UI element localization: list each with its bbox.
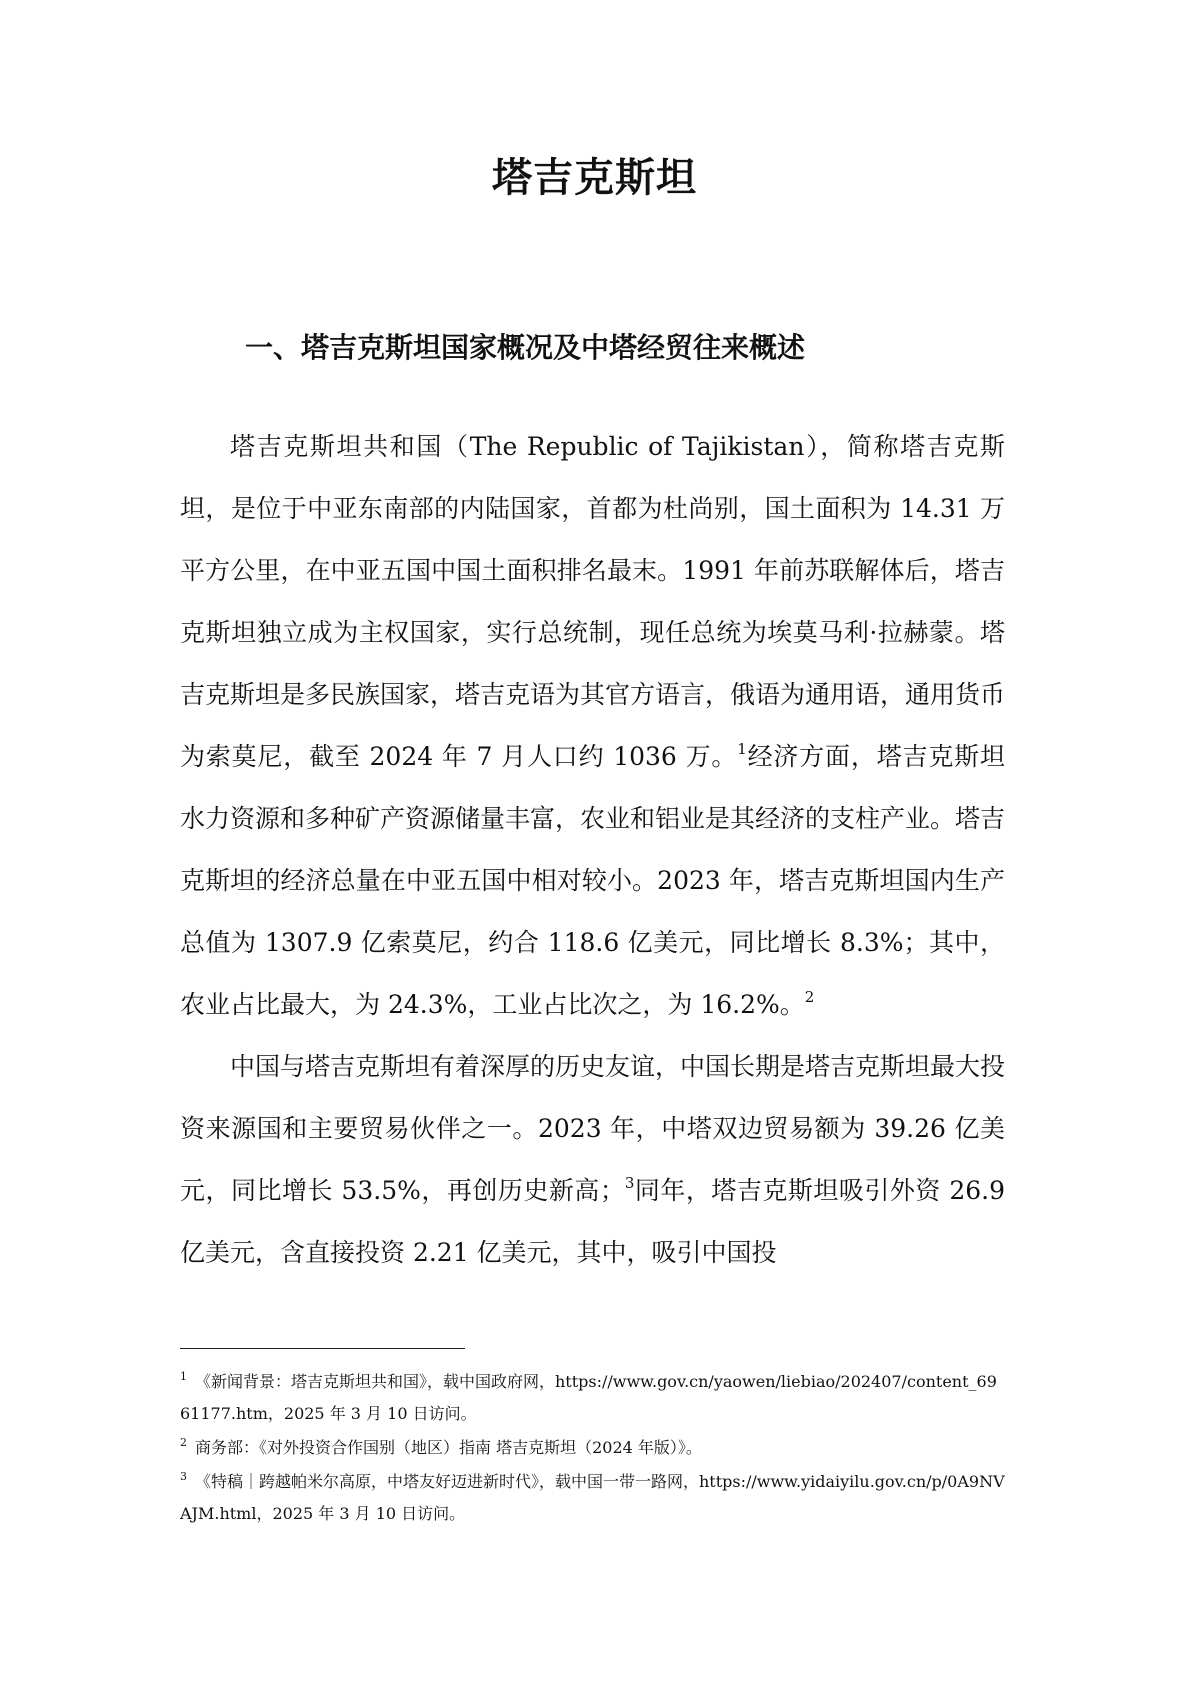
footnote-3	[180, 1466, 1005, 1530]
footnote-number: 2	[180, 1436, 187, 1449]
paragraph-1	[180, 416, 1005, 1036]
footnote-number: 3	[180, 1470, 187, 1483]
footnote-text: 商务部：《对外投资合作国别（地区）指南 塔吉克斯坦（2024 年版）》。	[195, 1438, 702, 1457]
footnote-divider	[180, 1348, 465, 1349]
paragraph-2-part-2: 同年，塔吉克斯坦吸引外资 26.9 亿美元，含直接投资 2.21 亿美元，其中，吸引中国投	[180, 1176, 1005, 1267]
footnotes	[180, 1366, 1005, 1532]
section-heading: 一、塔吉克斯坦国家概况及中塔经贸往来概述	[245, 331, 806, 364]
footnote-1	[180, 1366, 1005, 1430]
page-title: 塔吉克斯坦	[492, 155, 697, 201]
footnote-ref-1[interactable]: 1	[737, 740, 747, 758]
footnote-text: 《新闻背景：塔吉克斯坦共和国》，载中国政府网，https://www.gov.cn/yaowen/liebiao/202407/content_6961177.htm，2025 年 3 月 10 日访问。	[180, 1372, 997, 1423]
footnote-ref-2[interactable]: 2	[804, 988, 815, 1006]
body-text	[180, 416, 1005, 1284]
footnote-number: 1	[180, 1370, 187, 1383]
footnote-ref-3[interactable]: 3	[624, 1174, 635, 1192]
footnote-text: 《特稿｜跨越帕米尔高原，中塔友好迈进新时代》，载中国一带一路网，https://www.yidaiyilu.gov.cn/p/0A9NVAJM.html，2025 年 3 月 10 日访问。	[180, 1472, 1005, 1523]
paragraph-2	[180, 1036, 1005, 1284]
paragraph-2-part-1: 中国与塔吉克斯坦有着深厚的历史友谊，中国长期是塔吉克斯坦最大投资来源国和主要贸易伙伴之一。2023 年，中塔双边贸易额为 39.26 亿美元，同比增长 53.5%，再创历史新高；	[180, 1052, 1006, 1205]
paragraph-1-part-1: 塔吉克斯坦共和国（The Republic of Tajikistan），简称塔吉克斯坦，是位于中亚东南部的内陆国家，首都为杜尚别，国土面积为 14.31 万平方公里，在中亚五国中国土面积排名最末。1991 年前苏联解体后，塔吉克斯坦独立成为主权国家，实行总统制，现任总统为埃莫马利·拉赫蒙。塔吉克斯坦是多民族国家，塔吉克语为其官方语言，俄语为通用语，通用货币为索莫尼，截至 2024 年 7 月人口约 1036 万。	[180, 432, 1006, 771]
paragraph-1-part-2: 经济方面，塔吉克斯坦水力资源和多种矿产资源储量丰富，农业和铝业是其经济的支柱产业。塔吉克斯坦的经济总量在中亚五国中相对较小。2023 年，塔吉克斯坦国内生产总值为 1307.9 亿索莫尼，约合 118.6 亿美元，同比增长 8.3%；其中，农业占比最大，为 24.3%，工业占比次之，为 16.2%。	[180, 742, 1006, 1019]
footnote-2	[180, 1432, 1005, 1464]
